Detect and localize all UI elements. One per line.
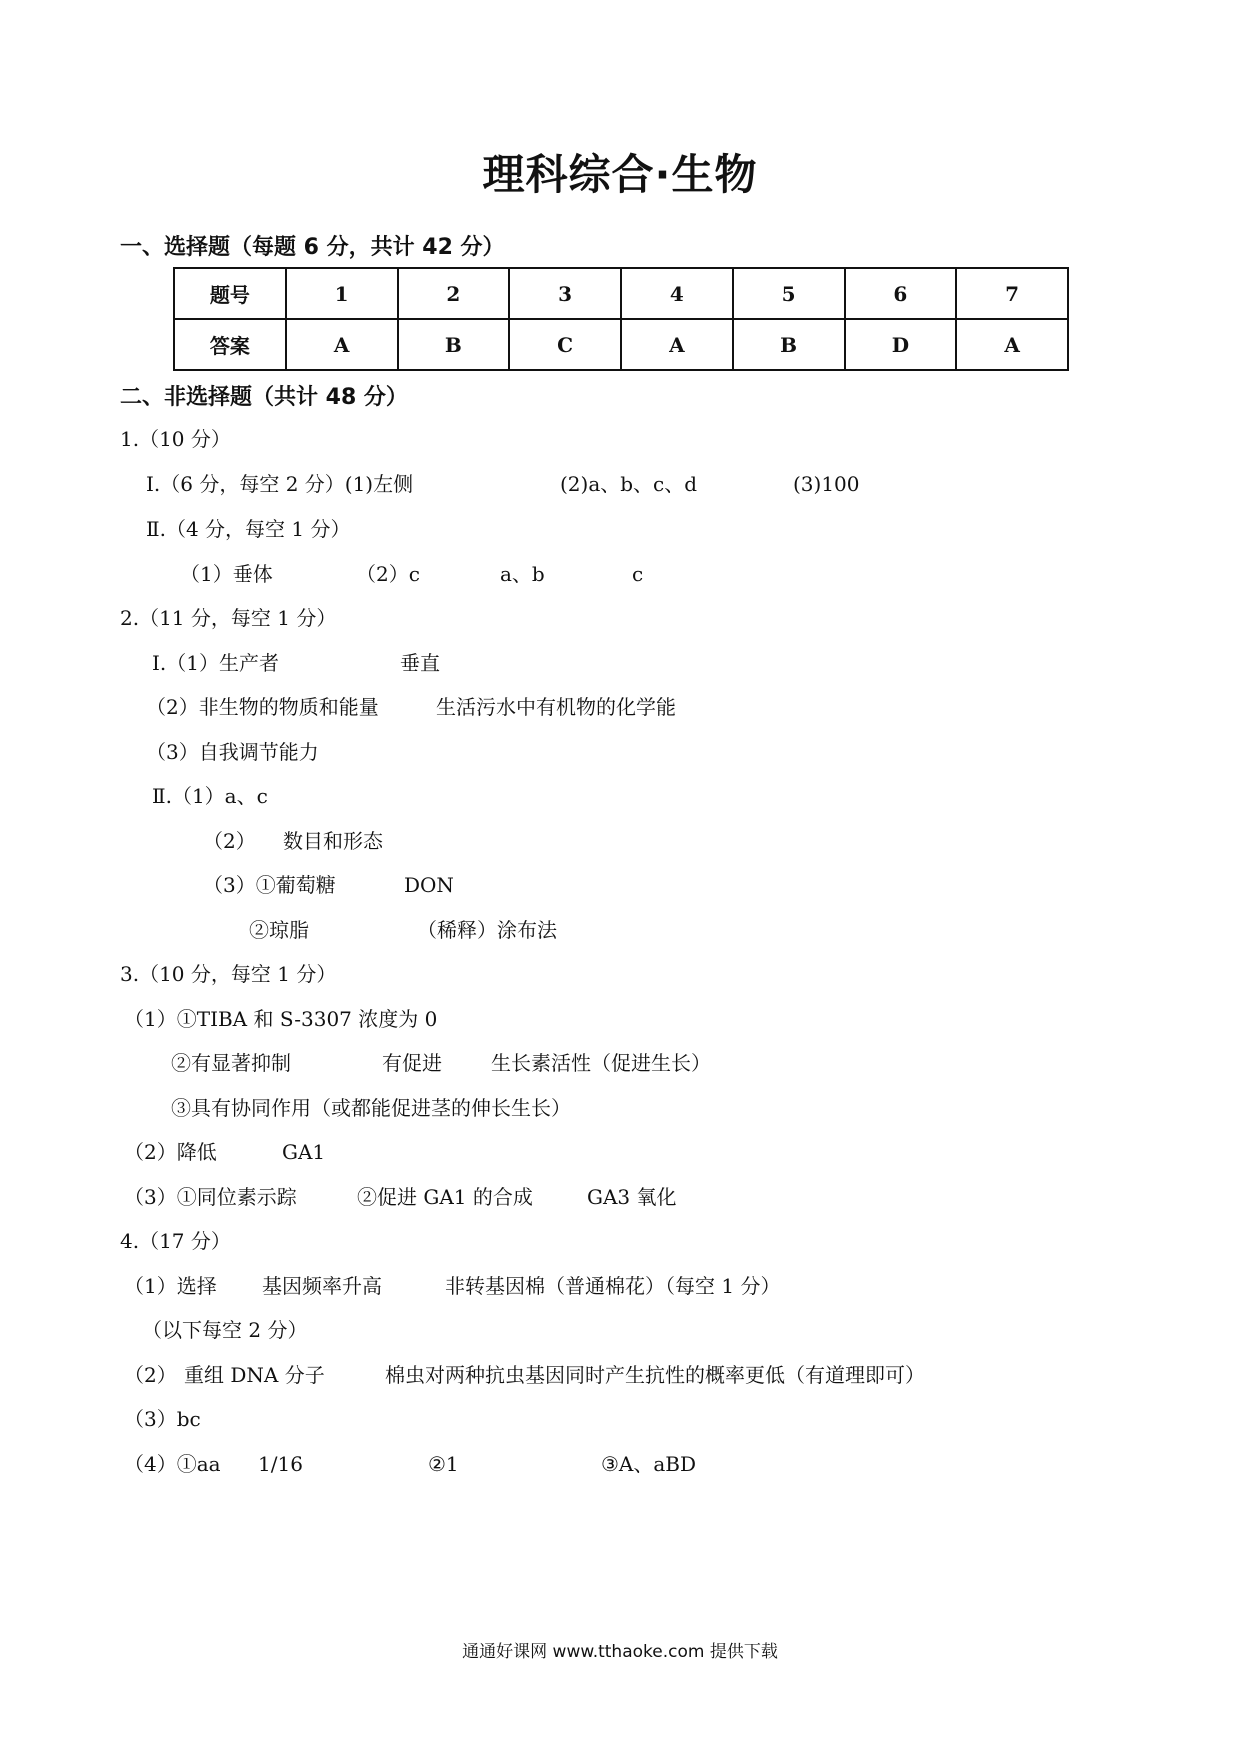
q2-part2-answer3d: （稀释）涂布法 xyxy=(417,918,557,942)
q1-part1-answer3: (3)100 xyxy=(793,472,860,496)
q3-line5b: ②促进 GA1 的合成 xyxy=(357,1185,533,1209)
q4-line4: （3）bc xyxy=(124,1407,201,1431)
table-row-answers xyxy=(174,319,1068,370)
question-number: 7 xyxy=(956,268,1068,319)
q1-part2-label: Ⅱ.（4 分，每空 1 分） xyxy=(146,517,351,541)
question-number: 1 xyxy=(286,268,398,319)
answer-cell: B xyxy=(733,319,845,370)
q4-line1a: （1）选择 xyxy=(124,1274,217,1298)
answer-cell: D xyxy=(845,319,957,370)
q1-part2-answer1: （1）垂体 xyxy=(180,562,273,586)
q3-line5c: GA3 氧化 xyxy=(587,1185,677,1209)
q3-line2a: ②有显著抑制 xyxy=(171,1051,291,1075)
q2-part1-answer1: Ⅰ.（1）生产者 xyxy=(152,651,279,675)
q4-line3a: （2） xyxy=(124,1363,177,1387)
q4-line5d: ③A、aBD xyxy=(601,1452,697,1476)
q4-line3b: 重组 DNA 分子 xyxy=(184,1363,325,1387)
section1-heading: 一、选择题（每题 6 分，共计 42 分） xyxy=(120,235,505,260)
q4-line5c: ②1 xyxy=(428,1452,459,1476)
q2-part1-answer2b: 生活污水中有机物的化学能 xyxy=(436,695,676,719)
row-label-question: 题号 xyxy=(174,268,286,319)
q4-line3c: 棉虫对两种抗虫基因同时产生抗性的概率更低（有道理即可） xyxy=(385,1363,925,1387)
q2-heading: 2.（11 分，每空 1 分） xyxy=(120,606,337,630)
question-number: 4 xyxy=(621,268,733,319)
q4-line1c: 非转基因棉（普通棉花）（每空 1 分） xyxy=(445,1274,781,1298)
q3-heading: 3.（10 分，每空 1 分） xyxy=(120,962,337,986)
q2-part1-answer1b: 垂直 xyxy=(400,651,440,675)
q1-part1-label: Ⅰ.（6 分，每空 2 分）(1)左侧 xyxy=(146,472,414,496)
section2-heading: 二、非选择题（共计 48 分） xyxy=(120,385,408,410)
q1-part2-answer2: （2）c xyxy=(356,562,420,586)
q2-part2-answer2: （2） xyxy=(203,829,256,853)
question-number: 2 xyxy=(398,268,510,319)
q3-line1: （1）①TIBA 和 S-3307 浓度为 0 xyxy=(124,1007,438,1031)
q2-part2-answer3c: ②琼脂 xyxy=(249,918,309,942)
q2-part2-answer1: Ⅱ.（1）a、c xyxy=(152,784,268,808)
row-label-answer: 答案 xyxy=(174,319,286,370)
question-number: 6 xyxy=(845,268,957,319)
q1-part1-answer2: (2)a、b、c、d xyxy=(560,472,698,496)
q4-line2: （以下每空 2 分） xyxy=(142,1318,308,1342)
q1-part2-answer3: a、b xyxy=(500,562,545,586)
q4-line1b: 基因频率升高 xyxy=(262,1274,382,1298)
answer-cell: A xyxy=(956,319,1068,370)
q4-line5a: （4）①aa xyxy=(124,1452,221,1476)
page-title: 理科综合·生物 xyxy=(482,150,758,199)
question-number: 3 xyxy=(509,268,621,319)
q3-line2c: 生长素活性（促进生长） xyxy=(491,1051,711,1075)
answer-table xyxy=(173,267,1069,371)
q2-part1-answer2: （2）非生物的物质和能量 xyxy=(146,695,379,719)
table-row-questions xyxy=(174,268,1068,319)
q2-part2-answer3: （3）①葡萄糖 xyxy=(203,873,336,897)
question-number: 5 xyxy=(733,268,845,319)
q3-line3: ③具有协同作用（或都能促进茎的伸长生长） xyxy=(171,1096,571,1120)
q3-line2b: 有促进 xyxy=(382,1051,442,1075)
q3-line4a: （2）降低 xyxy=(124,1140,217,1164)
q1-part2-answer4: c xyxy=(632,562,644,586)
q4-heading: 4.（17 分） xyxy=(120,1229,231,1253)
q3-line5a: （3）①同位素示踪 xyxy=(124,1185,297,1209)
footer-credit: 通通好课网 www.tthaoke.com 提供下载 xyxy=(462,1642,778,1662)
answer-cell: B xyxy=(398,319,510,370)
q2-part2-answer3b: DON xyxy=(404,873,454,897)
q3-line4b: GA1 xyxy=(282,1140,326,1164)
q2-part1-answer3: （3）自我调节能力 xyxy=(146,740,319,764)
answer-cell: A xyxy=(286,319,398,370)
answer-cell: A xyxy=(621,319,733,370)
answer-cell: C xyxy=(509,319,621,370)
q1-heading: 1.（10 分） xyxy=(120,427,231,451)
q2-part2-answer2b: 数目和形态 xyxy=(283,829,383,853)
q4-line5b: 1/16 xyxy=(258,1452,303,1476)
